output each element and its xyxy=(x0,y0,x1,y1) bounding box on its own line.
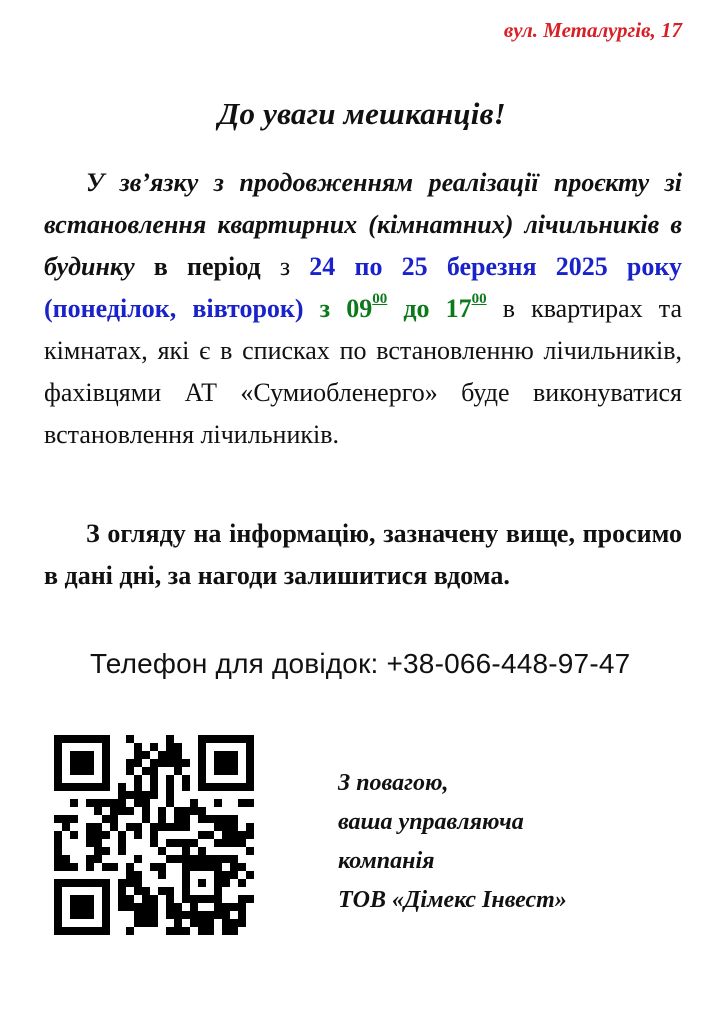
time-from: з $09^{00}$ xyxy=(303,291,388,323)
signature-company: ТОВ «Дімекс Інвест» xyxy=(338,887,567,913)
installation-details: в квартирах та кімнатах, які є в списках по встановленню лічильників, фахівцями АТ «Сумиобленерго» буде виконуватися встановлення лічильників. xyxy=(44,294,683,449)
phone-contact: Телефон для довідок: +38-066-448-97-47 xyxy=(90,648,631,679)
period-label: в період xyxy=(134,252,261,281)
date-range: 24 по 25 березня 2025 xyxy=(309,252,608,281)
address-header: вул. Металургів, 17 xyxy=(503,18,682,42)
signature-block xyxy=(338,764,567,920)
project-intro: У зв’язку з продовженням реалізації проєкту зі встановлення квартирних (кімнатних) лічильників в будинку xyxy=(44,168,682,281)
qr-code xyxy=(54,735,254,935)
signature-greeting: З повагою, xyxy=(338,770,449,796)
request-text: З огляду на інформацію, зазначену вище, просимо в дані дні, за нагоди залишитися вдома. xyxy=(44,519,682,590)
request-paragraph xyxy=(44,513,682,597)
signature-line: компанія xyxy=(338,848,435,874)
signature-line: ваша управляюча xyxy=(338,809,524,835)
time-to: до $17^{00}$ xyxy=(387,291,487,323)
year-weekdays: року (понеділок, вівторок) xyxy=(44,252,682,323)
notice-title: До уваги мешканців! xyxy=(218,96,506,131)
main-paragraph xyxy=(44,162,682,456)
from-word: з xyxy=(260,252,310,281)
